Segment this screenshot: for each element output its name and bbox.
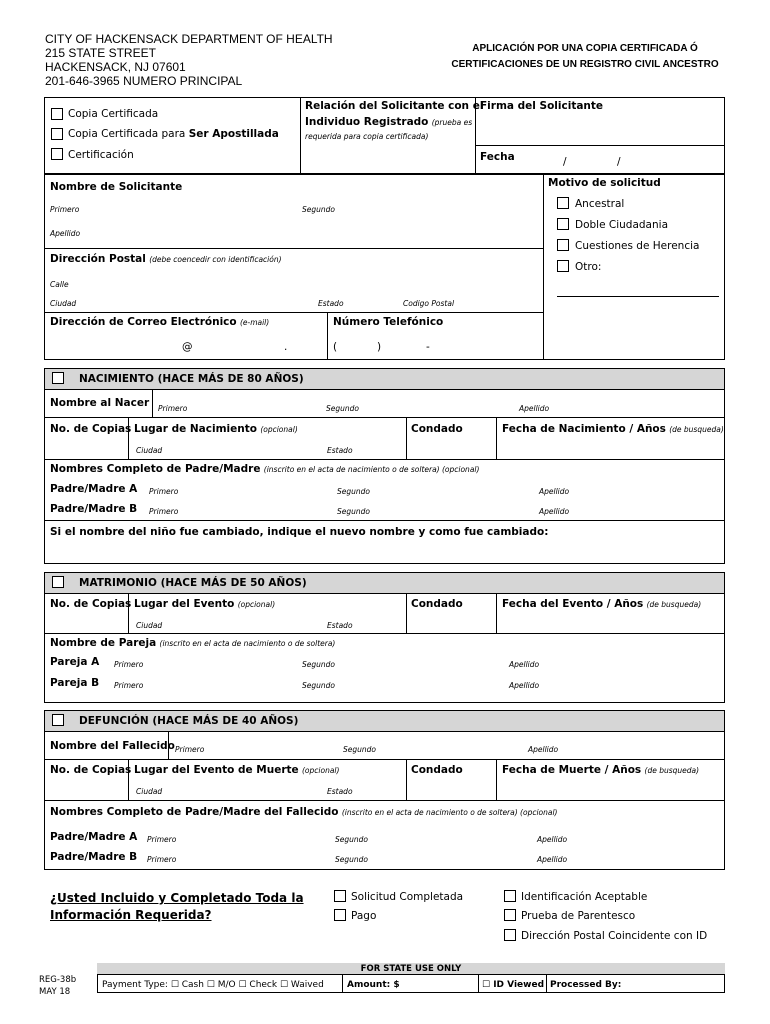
- codigo-postal-label: Codigo Postal: [403, 299, 455, 308]
- motivo-herencia-label: Cuestiones de Herencia: [575, 240, 700, 252]
- correo-label: Dirección de Correo Electrónico (e-mail): [50, 316, 270, 328]
- nac-padre-a-apellido: Apellido: [539, 487, 570, 496]
- def-condado-label: Condado: [411, 764, 463, 776]
- def-lugar-label: Lugar del Evento de Muerte (opcional): [134, 764, 340, 776]
- nac-padre-b-primero: Primero: [149, 507, 179, 516]
- relacion-input[interactable]: [305, 146, 470, 170]
- direccion-input[interactable]: [80, 270, 530, 310]
- parentesco-label: Prueba de Parentesco: [521, 910, 636, 922]
- nombre-cambiado-label: Si el nombre del niño fue cambiado, indique el nuevo nombre y como fue cambiado:: [50, 526, 549, 538]
- nombre-cambiado-input[interactable]: [50, 541, 720, 561]
- mat-fecha-label: Fecha del Evento / Años (de busqueda): [502, 598, 702, 610]
- parentesco-checkbox[interactable]: [504, 909, 516, 921]
- direccion-coincidente-label: Dirección Postal Coincidente con ID: [521, 930, 708, 942]
- agency-street: 215 STATE STREET: [45, 46, 156, 60]
- nombre-solicitante-label: Nombre de Solicitante: [50, 181, 183, 193]
- solicitud-completada-checkbox[interactable]: [334, 890, 346, 902]
- firma-label: Firma del Solicitante: [480, 100, 604, 112]
- nombre-al-nacer-label: Nombre al Nacer: [50, 397, 150, 409]
- matrimonio-checkbox[interactable]: [52, 576, 64, 588]
- identificacion-label: Identificación Aceptable: [521, 891, 648, 903]
- nac-primero: Primero: [158, 404, 188, 413]
- def-padre-a-primero: Primero: [147, 835, 177, 844]
- segundo-label: Segundo: [302, 205, 335, 214]
- estado-label: Estado: [318, 299, 344, 308]
- pareja-a-primero: Primero: [114, 660, 144, 669]
- nombre-al-nacer-input[interactable]: [156, 392, 721, 416]
- motivo-doble-label: Doble Ciudadania: [575, 219, 668, 231]
- nac-apellido: Apellido: [519, 404, 550, 413]
- nac-estado: Estado: [327, 446, 353, 455]
- nac-segundo: Segundo: [326, 404, 359, 413]
- def-copias-label: No. de Copias: [50, 764, 132, 776]
- copia-apostillada-label: Copia Certificada para Ser Apostillada: [68, 128, 279, 140]
- fecha-nacimiento-label: Fecha de Nacimiento / Años (de busqueda): [502, 423, 724, 435]
- def-padres-label: Nombres Completo de Padre/Madre del Fallecido (inscrito en el acta de nacimiento o de soltera) (opcional): [50, 806, 558, 818]
- agency-city: HACKENSACK, NJ 07601: [45, 60, 186, 74]
- nac-copias-label: No. de Copias: [50, 423, 132, 435]
- nac-condado-label: Condado: [411, 423, 463, 435]
- copia-certificada-label: Copia Certificada: [68, 108, 159, 120]
- def-padre-b-label: Padre/Madre B: [50, 851, 138, 863]
- motivo-ancestral-checkbox[interactable]: [557, 197, 569, 209]
- correo-dot: .: [284, 341, 288, 353]
- state-use-title: FOR STATE USE ONLY: [360, 964, 462, 974]
- pago-checkbox[interactable]: [334, 909, 346, 921]
- def-ciudad: Ciudad: [136, 787, 163, 796]
- primero-label: Primero: [50, 205, 80, 214]
- tel-open: (: [333, 341, 338, 353]
- calle-label: Calle: [50, 280, 69, 289]
- certificacion-label: Certificación: [68, 149, 134, 161]
- direccion-label: Dirección Postal (debe coencedir con identificación): [50, 253, 282, 265]
- motivo-otro-label: Otro:: [575, 261, 602, 273]
- fecha-label: Fecha: [480, 151, 515, 163]
- nac-padre-a-label: Padre/Madre A: [50, 483, 138, 495]
- def-padre-a-label: Padre/Madre A: [50, 831, 138, 843]
- copia-apostillada-checkbox[interactable]: [51, 128, 63, 140]
- form-title-line1: APLICACIÓN POR UNA COPIA CERTIFICADA Ó: [472, 43, 698, 54]
- firma-input[interactable]: [480, 114, 720, 142]
- agency-address: [45, 32, 333, 88]
- tel-close: ): [377, 341, 382, 353]
- amount-label: Amount: $: [347, 980, 400, 990]
- def-padre-b-apellido: Apellido: [537, 855, 568, 864]
- def-segundo: Segundo: [343, 745, 376, 754]
- def-apellido: Apellido: [528, 745, 559, 754]
- fecha-sep-1: /: [563, 156, 567, 168]
- copia-certificada-checkbox[interactable]: [51, 108, 63, 120]
- def-padre-a-apellido: Apellido: [537, 835, 568, 844]
- direccion-coincidente-checkbox[interactable]: [504, 929, 516, 941]
- mat-ciudad: Ciudad: [136, 621, 163, 630]
- agency-name: CITY OF HACKENSACK DEPARTMENT OF HEALTH: [45, 32, 333, 46]
- def-primero: Primero: [175, 745, 205, 754]
- motivo-ancestral-label: Ancestral: [575, 198, 625, 210]
- form-title-line2: CERTIFICACIONES DE UN REGISTRO CIVIL ANCESTRO: [451, 59, 719, 70]
- motivo-doble-checkbox[interactable]: [557, 218, 569, 230]
- pareja-b-segundo: Segundo: [302, 681, 335, 690]
- fallecido-label: Nombre del Fallecido: [50, 740, 175, 752]
- form-title: [435, 41, 735, 73]
- defuncion-checkbox[interactable]: [52, 714, 64, 726]
- lugar-nacimiento-label: Lugar de Nacimiento (opcional): [134, 423, 298, 435]
- form-code: REG-38b: [39, 975, 77, 985]
- pareja-a-segundo: Segundo: [302, 660, 335, 669]
- identificacion-checkbox[interactable]: [504, 890, 516, 902]
- tel-dash: -: [426, 341, 430, 353]
- pareja-label: Nombre de Pareja (inscrito en el acta de nacimiento o de soltera): [50, 637, 336, 649]
- matrimonio-title: MATRIMONIO (HACE MÁS DE 50 AÑOS): [79, 577, 307, 589]
- mat-condado-label: Condado: [411, 598, 463, 610]
- def-padre-b-primero: Primero: [147, 855, 177, 864]
- mat-lugar-label: Lugar del Evento (opcional): [134, 598, 276, 610]
- certificacion-checkbox[interactable]: [51, 148, 63, 160]
- fallecido-input[interactable]: [172, 734, 721, 758]
- def-padre-a-segundo: Segundo: [335, 835, 368, 844]
- processed-by-label: Processed By:: [550, 980, 622, 990]
- nacimiento-title: NACIMIENTO (HACE MÁS DE 80 AÑOS): [79, 373, 304, 385]
- checklist-question-1: ¿Usted Incluido y Completado Toda la: [50, 891, 304, 905]
- pareja-b-primero: Primero: [114, 681, 144, 690]
- nac-padre-a-segundo: Segundo: [337, 487, 370, 496]
- fecha-sep-2: /: [617, 156, 621, 168]
- nac-padres-label: Nombres Completo de Padre/Madre (inscrito en el acta de nacimiento o de soltera) (opcional): [50, 463, 480, 475]
- motivo-otro-checkbox[interactable]: [557, 260, 569, 272]
- mat-copias-label: No. de Copias: [50, 598, 132, 610]
- motivo-herencia-checkbox[interactable]: [557, 239, 569, 251]
- ciudad-label: Ciudad: [50, 299, 77, 308]
- pago-label: Pago: [351, 910, 377, 922]
- relacion-note: requerida para copia certificada): [305, 132, 429, 141]
- relacion-label-2: Individuo Registrado (prueba es: [305, 116, 473, 128]
- telefono-label: Número Telefónico: [333, 316, 444, 328]
- nacimiento-checkbox[interactable]: [52, 372, 64, 384]
- mat-estado: Estado: [327, 621, 353, 630]
- def-estado: Estado: [327, 787, 353, 796]
- apellido-label: Apellido: [50, 229, 81, 238]
- relacion-label: Relación del Solicitante con el: [305, 100, 484, 112]
- telefono-input[interactable]: [340, 332, 535, 356]
- nac-padre-b-label: Padre/Madre B: [50, 503, 138, 515]
- nac-padre-b-segundo: Segundo: [337, 507, 370, 516]
- agency-phone: 201-646-3965 NUMERO PRINCIPAL: [45, 74, 243, 88]
- defuncion-title: DEFUNCIÓN (HACE MÁS DE 40 AÑOS): [79, 715, 299, 727]
- checklist-question-2: Información Requerida?: [50, 908, 212, 922]
- nac-padre-b-apellido: Apellido: [539, 507, 570, 516]
- motivo-title: Motivo de solicitud: [548, 177, 661, 189]
- nac-padre-a-primero: Primero: [149, 487, 179, 496]
- solicitud-completada-label: Solicitud Completada: [351, 891, 464, 903]
- nombre-solicitante-input[interactable]: [100, 196, 530, 244]
- id-viewed-checkbox[interactable]: ☐ ID Viewed: [482, 980, 545, 990]
- correo-at: @: [182, 341, 193, 353]
- nac-ciudad: Ciudad: [136, 446, 163, 455]
- payment-type[interactable]: Payment Type: ☐ Cash ☐ M/O ☐ Check ☐ Waived: [102, 980, 324, 990]
- pareja-a-label: Pareja A: [50, 656, 100, 668]
- pareja-b-label: Pareja B: [50, 677, 100, 689]
- def-fecha-label: Fecha de Muerte / Años (de busqueda): [502, 764, 700, 776]
- pareja-b-apellido: Apellido: [509, 681, 540, 690]
- correo-input[interactable]: [50, 332, 320, 356]
- form-date: MAY 18: [39, 987, 71, 997]
- def-padre-b-segundo: Segundo: [335, 855, 368, 864]
- motivo-otro-line[interactable]: [557, 296, 719, 297]
- pareja-a-apellido: Apellido: [509, 660, 540, 669]
